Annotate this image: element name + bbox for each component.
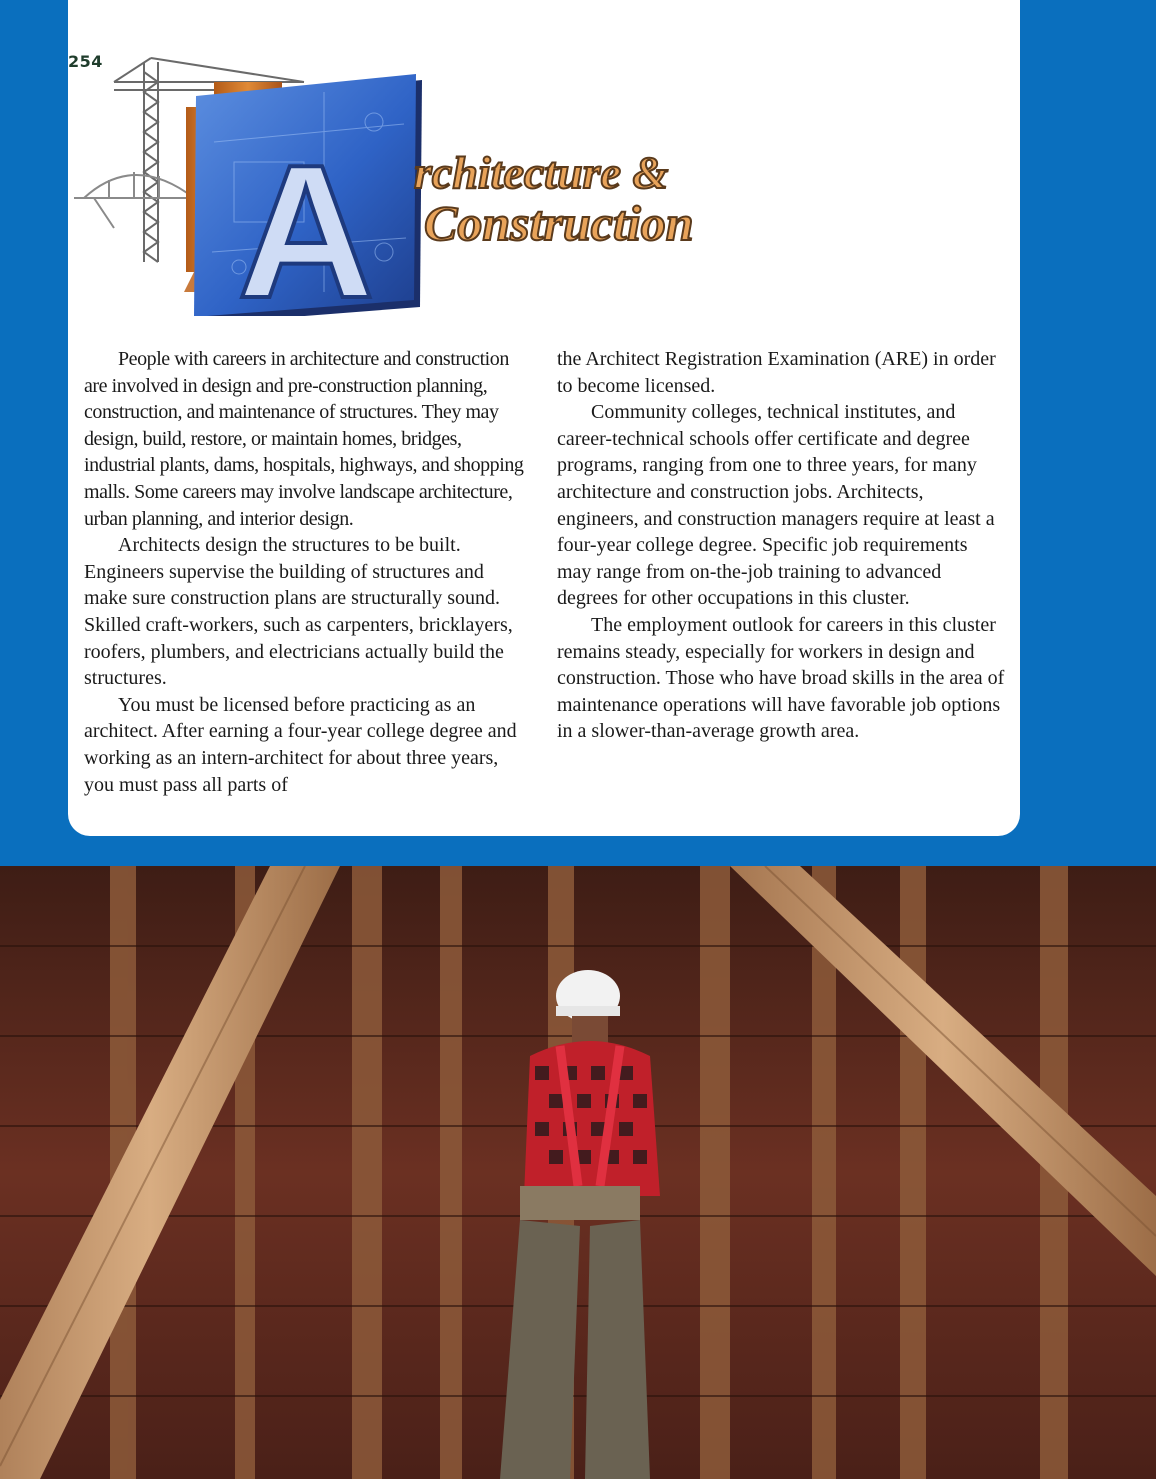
body-column-right <box>557 346 1005 745</box>
paragraph: Architects design the structures to be built. Engineers supervise the building of structures and make sure construction plans are structurally sound. Skilled craft-workers, such as carpenters, bricklayers, roofers, plumbers, and electricians actually build the structures. <box>84 534 513 690</box>
photo-art <box>0 866 1156 1479</box>
banner-art <box>74 52 716 316</box>
architecture-construction-banner <box>74 52 716 316</box>
paragraph: People with careers in architecture and construction are involved in design and pre-construction planning, construction, and maintenance of structures. They may design, build, restore, or maintain homes, bridges, industrial plants, dams, hospitals, highways, and shopping malls. Some careers may involve landscape architecture, urban planning, and interior design. <box>84 348 524 530</box>
construction-worker-photo <box>0 866 1156 1479</box>
svg-text:A: A <box>237 126 375 316</box>
paragraph: The employment outlook for careers in this cluster remains steady, especially for workers in design and construction. Those who have broad skills in the area of maintenance operations will have favorable job options in a slower-than-average growth area. <box>557 613 1005 743</box>
body-column-left <box>84 346 532 798</box>
page-number: 254 <box>68 52 103 71</box>
banner-title-line1: rchitecture & <box>414 147 669 198</box>
paragraph: You must be licensed before practicing as an architect. After earning a four-year college degree and working as an intern-architect for about three years, you must pass all parts of <box>84 693 517 796</box>
big-a-letter <box>237 126 374 316</box>
paragraph: the Architect Registration Examination (ARE) in order to become licensed. <box>557 348 996 397</box>
banner-title <box>414 147 694 251</box>
paragraph: Community colleges, technical institutes, and career-technical schools offer certificate and degree programs, ranging from one to three years, for many architecture and construction jobs. Architects, engineers, and construction managers require at least a four-year college degree. Specific job requirements may range from on-the-job training to advanced degrees for other occupations in this cluster. <box>557 401 995 610</box>
banner-title-line2: Construction <box>424 195 694 251</box>
